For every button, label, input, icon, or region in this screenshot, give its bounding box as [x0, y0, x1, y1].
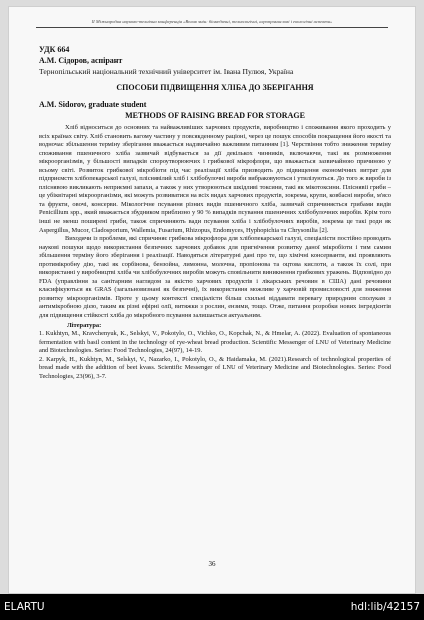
- footer-bar: [0, 594, 424, 620]
- title-ukrainian: СПОСОБИ ПІДВИЩЕННЯ ХЛІБА ДО ЗБЕРІГАННЯ: [116, 83, 314, 92]
- document-page: [8, 6, 416, 594]
- reference-item: 2. Karpyk, H., Kukhtyn, M., Selskyi, V., Nazarko, I., Pokotylo, O., & Haidamaka, M. (2021).Research of technological properties of bread made with the addition of beet kvass. Scientific Messenger of LNU of Veterinary Medicine and Biotechnologies. Series: Food Technologies, 23(96), 3-7.: [39, 355, 391, 380]
- author-ukrainian: А.М. Сідоров, аспірант: [39, 56, 123, 65]
- author-english: A.M. Sidorov, graduate student: [39, 100, 147, 109]
- repository-name: ELARTU: [4, 601, 45, 613]
- references-heading: Література:: [67, 321, 102, 329]
- paragraph-1: Хліб відноситься до основних та найважливіших харчових продуктів, виробництво і споживання якого проходить у всіх країнах світу. Хліб становить вагому частину у повсякденному раціоні, через це пошук способів покращення його якості та водночас збільшення терміну зберігання вважається надзвичайно важливим питанням [1]. Черствіння тобто зниження терміну споживання пшеничного хліба зазвичай відбувається за дії декількох чинників, включаючи, такі як розмноження мікроорганізмів, у більшості випадків спороутворюючих і грибкової мікрофлори, що вважається зазвичайною причиною у всьому світі. Розвиток грибкової мікробіоти під час реалізації хліба призводить до підвищення економічних витрат для підприємств хлібопекарської галузі, пліснявілий хліб і хлібобулочні вироби вибраковуються і утилізуються. До того ж вироби із пліснявою викликають неприємні запахи, а також у них утворюються шкідливі токсини, такі як мікотоксини. Пліснявіі гриби – це убіквітарні мікроорганізми, які можуть розвиватися на всіх видах харчових продуктів, зокрема, крупи, ковбасні вироби, м'ясо та фрукти, овочі, консерви. Мікологічне псування різних видів пшеничного хліба, зазвичай спричиняється грибами видів Penicillium spp., який вважається збудником приблизно у 90 % випадків псування пшеничних хлібобулочних виробів. Крім того інші не менш поширені гриби, також спричиняють вади псування хліба і хлібобулочних виробів, зокрема це такі роди як Aspergillus, Mucor, Cladosporium, Wallemia, Fusarium, Rhizopus, Endomyces, Hyphopichia та Chrysonilia [2].: [39, 124, 391, 234]
- affiliation: Тернопільський національний технічний університет ім. Івана Пулюя, Україна: [39, 67, 294, 76]
- handle-id[interactable]: hdl:lib/42157: [350, 601, 420, 613]
- page-number: 36: [208, 560, 216, 568]
- udk-code: УДК 664: [39, 45, 70, 54]
- running-header: II Міжнародна науково-технічна конференція «Вплив змін: біомедичні, технологічні, агропромислові і екологічні аспекти»: [36, 19, 388, 28]
- paragraph-2: Виходячи із проблеми, які спричиняє грибкова мікрофлора для хлібопекарської галузі, спеціалісти постійно проводять наукові пошуки щодо використання безпечних харчових добавок для пригнічення розвитку даної мікробіоти і тим самим збільшення терміну його зберігання і реалізації. Наводяться літературні дані про те, що хімічні консерванти, які проявляють протимікробну дію, такі як сорбінова, бензойна, лимонна, молочна, пропіонова та оцтова кислоти, а також їх солі, при використанні у виробництві хліба чи хлібобулочних виробів можуть сповільнити виникнення грибкових уражень. Відповідно до FDA (управління за санітарним наглядом за якістю харчових продуктів і лікарських речовин в США) дані речовини класифікуються як GRAS (загальновизнані як безпечні), їх використання можливе у харчовій промисловості для зниження розвитку мікроорганізмів. Проте у цьому контексті спеціалісти більш схильні віддавати перевагу природним сполукам з антимікробною дією, таким як різні ефірні олії, витяжки з рослин, ензими, тощо. Отже, питання розробки нових інгредієнтів для підвищення стійкості хліба до мікробного псування залишається актуальним.: [39, 235, 391, 320]
- reference-item: 1. Kukhtyn, M., Kravchenyuk, K., Selskyi, V., Pokotylo, O., Vichko, O., Kopchak, N., & Hmelar, A. (2022). Evaluation of spontaneous fermentation with basil content in the technology of rye-wheat bread production. Scientific Messenger of LNU of Veterinary Medicine and Biotechnologies. Series: Food Technologies, 24(97), 14-19.: [39, 330, 391, 355]
- title-english: METHODS OF RAISING BREAD FOR STORAGE: [125, 111, 305, 120]
- article-body: [39, 124, 391, 381]
